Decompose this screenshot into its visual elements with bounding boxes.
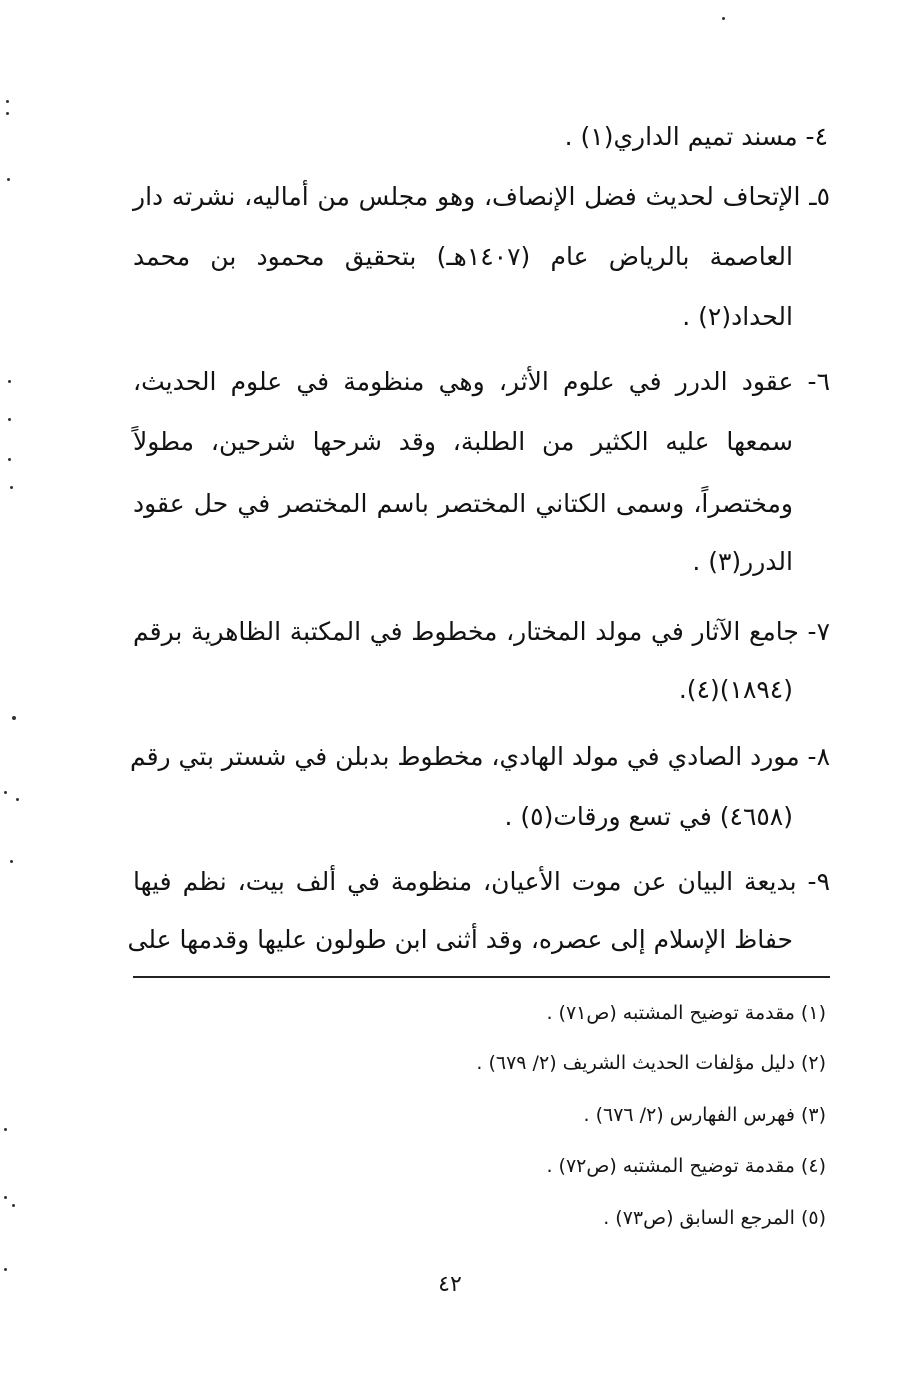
item-9-line-1: ٩- بديعة البيان عن موت الأعيان، منظومة في ألف بيت، نظم فيها xyxy=(133,867,830,896)
footnote-separator xyxy=(133,976,830,978)
footnote-1: (١) مقدمة توضيح المشتبه (ص٧١) . xyxy=(546,1002,826,1024)
scan-speck xyxy=(12,716,16,720)
scan-speck xyxy=(8,458,11,461)
item-6-line-4: الدرر(٣) . xyxy=(692,547,793,576)
item-5-line-3: الحداد(٢) . xyxy=(682,302,793,331)
footnote-5: (٥) المرجع السابق (ص٧٣) . xyxy=(603,1207,826,1229)
scan-speck xyxy=(8,418,11,421)
item-9-line-2: حفاظ الإسلام إلى عصره، وقد أثنى ابن طولون عليها وقدمها على xyxy=(127,925,793,954)
item-6-line-2: سمعها عليه الكثير من الطلبة، وقد شرحها شرحين، مطولاً xyxy=(133,427,793,456)
scan-speck xyxy=(6,112,9,115)
scan-speck xyxy=(4,1196,7,1199)
footnote-2: (٢) دليل مؤلفات الحديث الشريف (٢/ ٦٧٩) . xyxy=(476,1052,826,1074)
scan-speck xyxy=(10,486,13,489)
scan-speck xyxy=(722,17,725,20)
item-7-line-2: (١٨٩٤)(٤). xyxy=(678,675,793,704)
item-8-line-1: ٨- مورد الصادي في مولد الهادي، مخطوط بدبلن في شستر بتي رقم xyxy=(129,742,830,771)
item-5-line-2: العاصمة بالرياض عام (١٤٠٧هـ) بتحقيق محمود بن محمد xyxy=(133,242,793,271)
footnote-3: (٣) فهرس الفهارس (٢/ ٦٧٦) . xyxy=(583,1104,826,1126)
scan-speck xyxy=(12,1204,15,1207)
scan-speck xyxy=(10,860,13,863)
scan-speck xyxy=(16,798,19,801)
scan-speck xyxy=(4,1128,7,1131)
footnote-4: (٤) مقدمة توضيح المشتبه (ص٧٢) . xyxy=(546,1155,826,1177)
scan-speck xyxy=(4,791,7,794)
item-7-line-1: ٧- جامع الآثار في مولد المختار، مخطوط في المكتبة الظاهرية برقم xyxy=(133,617,830,646)
page-number: ٤٢ xyxy=(438,1272,462,1297)
item-4-line-1: ٤- مسند تميم الداري(١) . xyxy=(564,122,828,151)
item-8-line-2: (٤٦٥٨) في تسع ورقات(٥) . xyxy=(504,802,793,831)
scan-speck xyxy=(6,100,9,103)
item-6-line-1: ٦- عقود الدرر في علوم الأثر، وهي منظومة في علوم الحديث، xyxy=(133,367,830,396)
item-6-line-3: ومختصراً، وسمى الكتاني المختصر باسم المختصر في حل عقود xyxy=(133,489,793,518)
scan-speck xyxy=(4,1268,7,1271)
scan-speck xyxy=(8,380,11,383)
scan-speck xyxy=(7,178,10,181)
item-5-line-1: ٥ـ الإتحاف لحديث فضل الإنصاف، وهو مجلس من أماليه، نشرته دار xyxy=(133,182,830,211)
